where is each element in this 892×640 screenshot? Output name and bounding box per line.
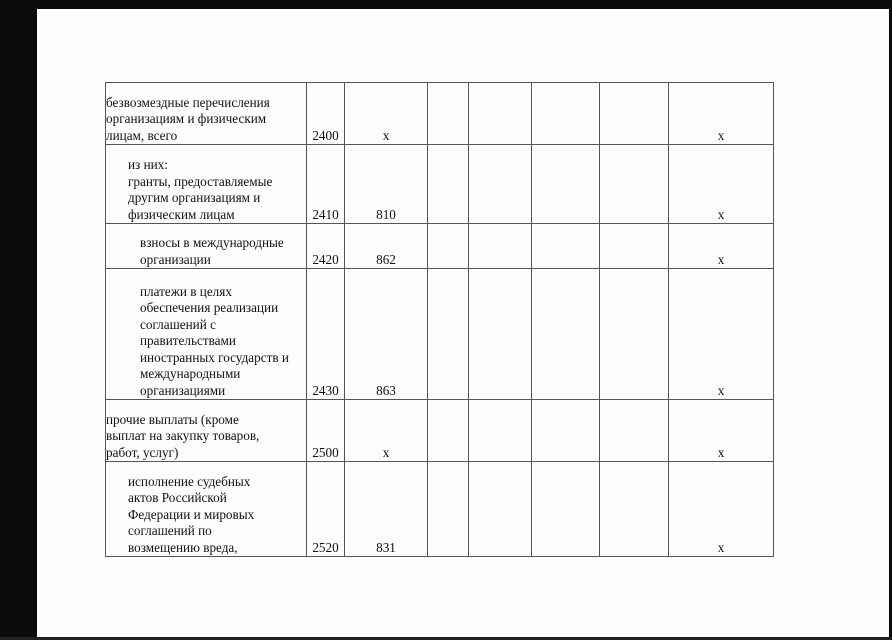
row-last-value: x xyxy=(669,462,774,557)
scan-edge-left xyxy=(0,0,37,640)
empty-cell xyxy=(469,83,532,145)
empty-cell xyxy=(469,400,532,462)
row-code: 2500 xyxy=(307,400,345,462)
empty-cell xyxy=(532,224,600,269)
empty-cell xyxy=(532,400,600,462)
table-row xyxy=(106,400,774,462)
row-name: исполнение судебных актов Российской Федерации и мировых соглашений по возмещению вреда, xyxy=(128,473,255,555)
empty-cell xyxy=(469,145,532,224)
row-last-value: x xyxy=(669,269,774,400)
row-code: 2430 xyxy=(307,269,345,400)
row-code: 2400 xyxy=(307,83,345,145)
empty-cell xyxy=(532,269,600,400)
row-kbk: 862 xyxy=(345,224,428,269)
row-kbk: 831 xyxy=(345,462,428,557)
empty-cell xyxy=(469,462,532,557)
empty-cell xyxy=(600,145,669,224)
budget-table xyxy=(105,82,774,557)
table-row xyxy=(106,462,774,557)
empty-cell xyxy=(428,462,469,557)
row-kbk: x xyxy=(345,400,428,462)
row-name-cell xyxy=(106,269,307,400)
row-name: прочие выплаты (кроме выплат на закупку товаров, работ, услуг) xyxy=(106,411,260,460)
row-code: 2520 xyxy=(307,462,345,557)
empty-cell xyxy=(428,83,469,145)
empty-cell xyxy=(428,400,469,462)
row-last-value: x xyxy=(669,83,774,145)
table-row xyxy=(106,224,774,269)
row-code: 2410 xyxy=(307,145,345,224)
row-name-cell xyxy=(106,145,307,224)
row-name: взносы в международные организации xyxy=(140,235,284,267)
table-row xyxy=(106,83,774,145)
empty-cell xyxy=(600,224,669,269)
row-name-cell xyxy=(106,83,307,145)
empty-cell xyxy=(469,224,532,269)
empty-cell xyxy=(532,462,600,557)
row-code: 2420 xyxy=(307,224,345,269)
row-kbk: 810 xyxy=(345,145,428,224)
empty-cell xyxy=(428,269,469,400)
row-kbk: x xyxy=(345,83,428,145)
empty-cell xyxy=(428,224,469,269)
empty-cell xyxy=(428,145,469,224)
row-last-value: x xyxy=(669,224,774,269)
row-last-value: x xyxy=(669,145,774,224)
row-kbk: 863 xyxy=(345,269,428,400)
row-name: платежи в целях обеспечения реализации соглашений с правительствами иностранных государств и международными организациями xyxy=(140,283,289,398)
table-row xyxy=(106,145,774,224)
row-name-cell xyxy=(106,400,307,462)
row-name-cell xyxy=(106,224,307,269)
empty-cell xyxy=(532,145,600,224)
empty-cell xyxy=(600,269,669,400)
row-name-cell xyxy=(106,462,307,557)
empty-cell xyxy=(532,83,600,145)
empty-cell xyxy=(600,462,669,557)
empty-cell xyxy=(600,83,669,145)
table-row xyxy=(106,269,774,400)
row-name: из них: гранты, предоставляемые другим организациям и физическим лицам xyxy=(128,157,273,222)
scan-edge-top xyxy=(0,0,892,9)
row-name: безвозмездные перечисления организациям и физическим лицам, всего xyxy=(106,94,270,143)
empty-cell xyxy=(469,269,532,400)
empty-cell xyxy=(600,400,669,462)
row-last-value: x xyxy=(669,400,774,462)
